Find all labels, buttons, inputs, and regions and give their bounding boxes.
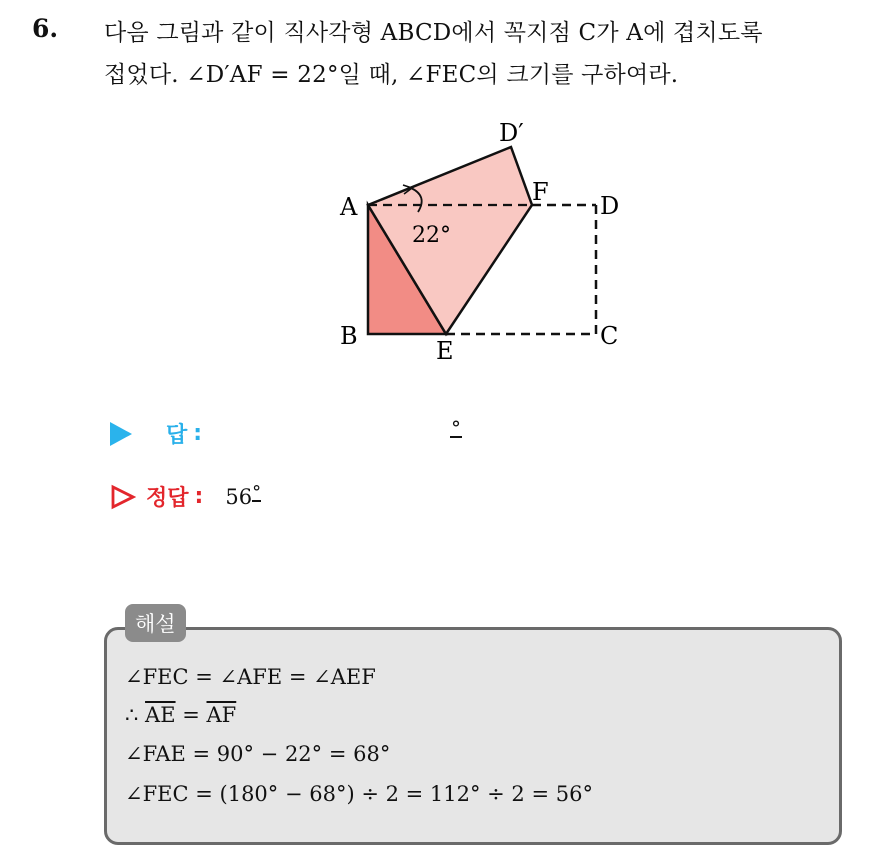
correct-answer-unit: ° <box>252 481 262 503</box>
outline-arrow-icon <box>110 484 146 510</box>
segment-af: $\overline{AF}$ <box>206 703 237 727</box>
label-c: C <box>600 322 619 350</box>
folded-rectangle-figure <box>300 108 660 378</box>
correct-answer-row <box>110 481 261 512</box>
play-arrow-icon <box>110 422 132 446</box>
angle-label-22: 22° <box>412 223 451 248</box>
label-d-prime: D′ <box>499 119 524 147</box>
answer-colon: : <box>193 421 203 446</box>
question-number: 6. <box>32 14 59 43</box>
label-a: A <box>340 193 358 221</box>
segment-ae: $\overline{AE}$ <box>145 703 176 727</box>
correct-answer-label: 정답 <box>146 486 189 511</box>
equals-sign: = <box>175 703 207 727</box>
label-d: D <box>600 192 620 220</box>
correct-answer-value <box>225 481 262 509</box>
correct-answer-number: 56 <box>225 484 253 509</box>
label-f: F <box>532 178 549 206</box>
solution-line-1: ∠FEC = ∠AFE = ∠AEF <box>125 665 376 689</box>
solution-tag: 해설 <box>125 604 186 642</box>
label-b: B <box>340 322 358 350</box>
question-text-line-2: 접었다. ∠D′AF = 22°일 때, ∠FEC의 크기를 구하여라. <box>104 62 679 88</box>
answer-input-unit[interactable]: ° <box>451 416 461 440</box>
answer-row <box>110 418 202 449</box>
therefore-symbol: ∴ <box>125 703 146 727</box>
solution-line-2 <box>125 703 236 727</box>
label-e: E <box>436 337 454 365</box>
question-text-line-1: 다음 그림과 같이 직사각형 ABCD에서 꼭지점 C가 A에 겹치도록 <box>104 20 763 46</box>
correct-answer-colon: : <box>194 484 204 509</box>
solution-line-4: ∠FEC = (180° − 68°) ÷ 2 = 112° ÷ 2 = 56° <box>125 782 593 806</box>
answer-label: 답 <box>166 423 188 448</box>
solution-line-3: ∠FAE = 90° − 22° = 68° <box>125 742 391 766</box>
solution-box <box>104 627 842 845</box>
